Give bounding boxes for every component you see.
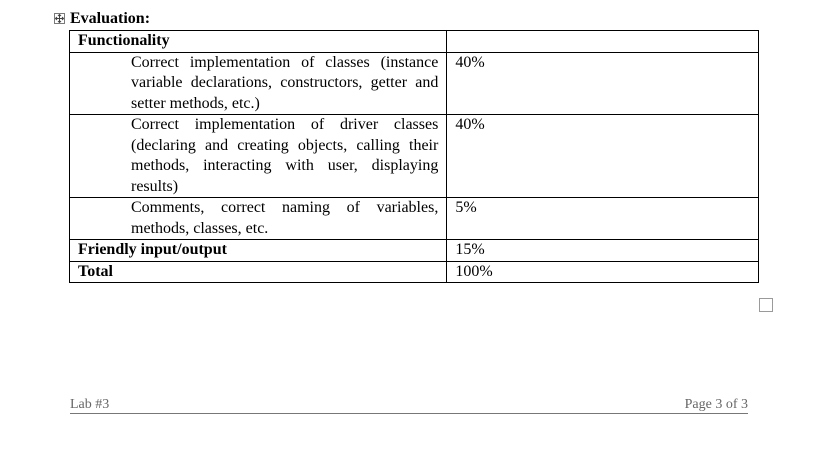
- criterion-comments: Comments, correct naming of variables, methods, classes, etc.: [70, 198, 447, 240]
- weight-driver-classes: 40%: [447, 115, 759, 198]
- table-row: [70, 240, 759, 262]
- functionality-weight-cell: [447, 31, 759, 53]
- criterion-driver-classes: Correct implementation of driver classes (declaring and creating objects, calling their methods, interacting with user, displaying results): [70, 115, 447, 198]
- table-row: [70, 52, 759, 115]
- table-resize-icon[interactable]: [759, 298, 773, 312]
- table-move-icon[interactable]: [54, 13, 65, 24]
- functionality-label: Functionality: [70, 31, 447, 53]
- table-row: [70, 31, 759, 53]
- footer-lab-label: Lab #3: [70, 397, 110, 412]
- total-label: Total: [70, 261, 447, 283]
- page-footer: [70, 397, 748, 414]
- total-weight: 100%: [447, 261, 759, 283]
- evaluation-table: [69, 30, 759, 283]
- table-row: [70, 198, 759, 240]
- io-label: Friendly input/output: [70, 240, 447, 262]
- io-weight: 15%: [447, 240, 759, 262]
- weight-comments: 5%: [447, 198, 759, 240]
- weight-classes: 40%: [447, 52, 759, 115]
- table-row: [70, 115, 759, 198]
- section-heading: Evaluation:: [70, 10, 151, 27]
- footer-page-number: Page 3 of 3: [684, 397, 748, 412]
- criterion-classes: Correct implementation of classes (instance variable declarations, constructors, getter and setter methods, etc.): [70, 52, 447, 115]
- table-row: [70, 261, 759, 283]
